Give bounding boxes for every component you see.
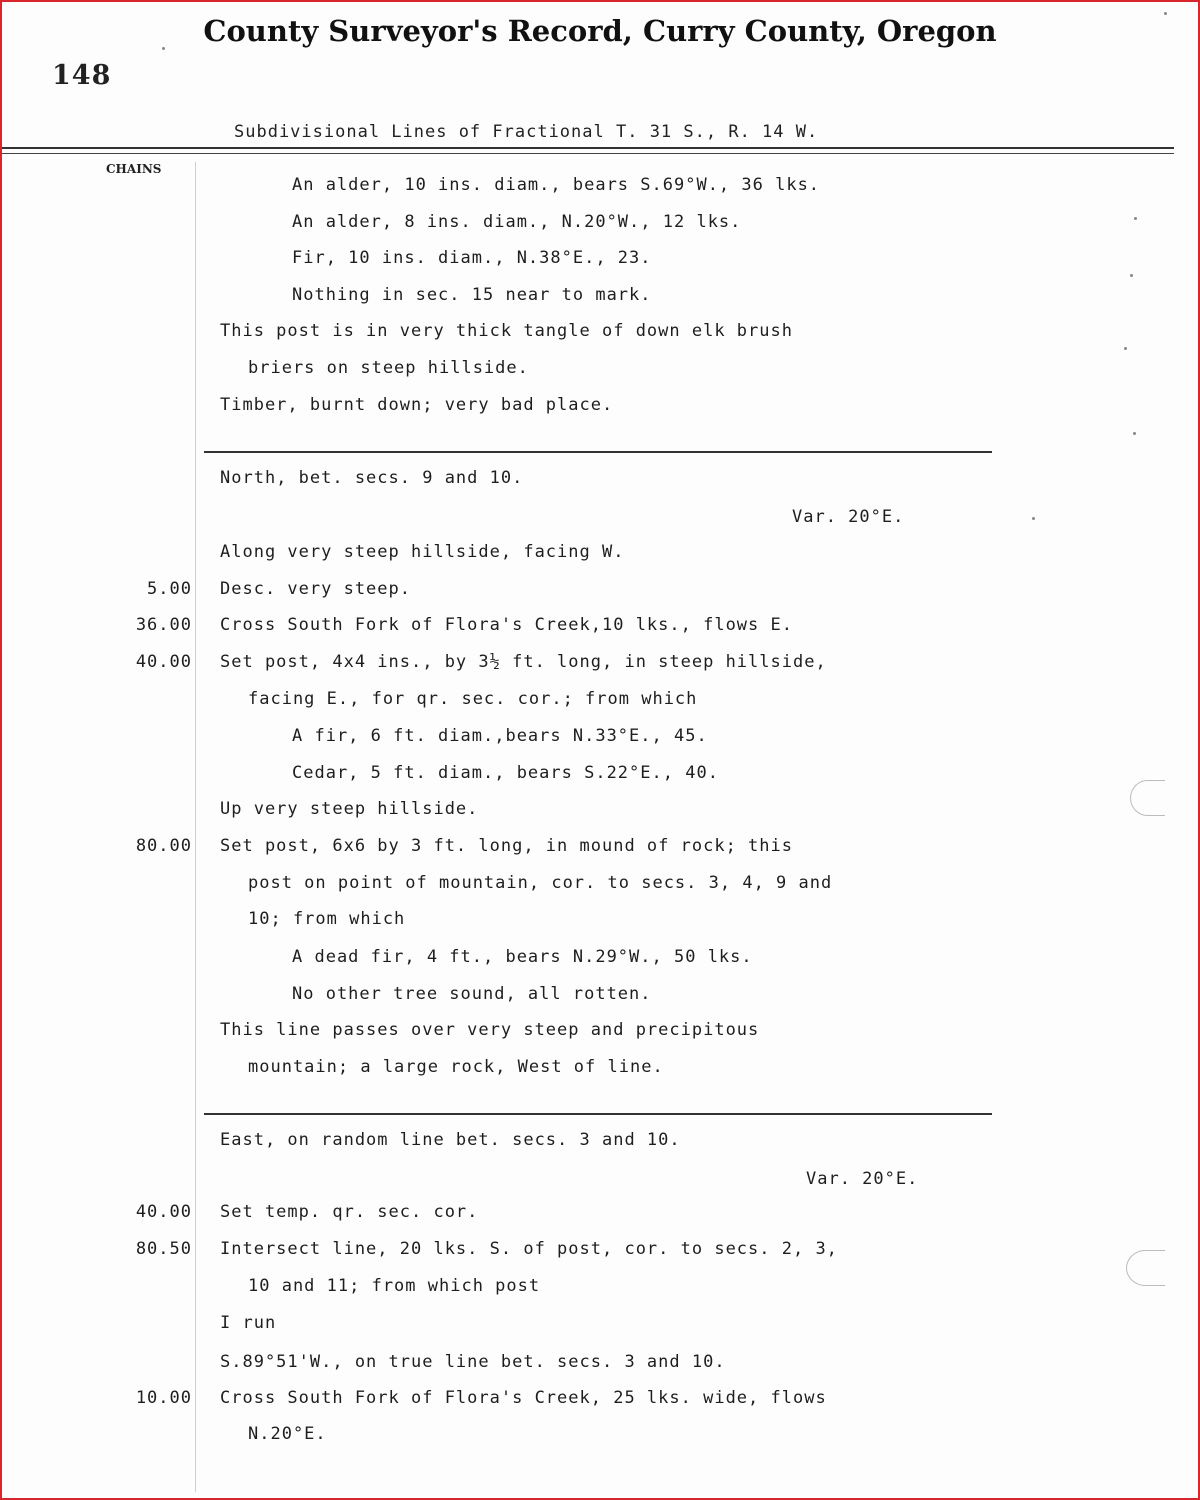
note-text: An alder, 8 ins. diam., N.20°W., 12 lks. [292, 212, 742, 232]
note-text: Set post, 4x4 ins., by 3½ ft. long, in steep hillside, [220, 652, 827, 672]
note-text: This line passes over very steep and precipitous [220, 1020, 760, 1040]
scan-speck [1032, 517, 1035, 520]
note-text: briers on steep hillside. [248, 358, 529, 378]
scan-speck [1124, 347, 1127, 350]
note-line [2, 1197, 1152, 1227]
note-line [2, 831, 1152, 861]
note-text: This post is in very thick tangle of down elk brush [220, 321, 793, 341]
note-line [2, 1125, 1152, 1155]
note-line [2, 721, 1152, 751]
scan-speck [162, 47, 165, 50]
punch-hole-mark [1126, 1250, 1165, 1286]
note-line [2, 904, 1152, 934]
header-rule-thick [2, 147, 1174, 149]
page-number: 148 [52, 60, 112, 91]
scan-speck [1164, 12, 1167, 15]
note-text: Desc. very steep. [220, 579, 411, 599]
note-text: Set post, 6x6 by 3 ft. long, in mound of rock; this [220, 836, 793, 856]
note-text: Timber, burnt down; very bad place. [220, 395, 614, 415]
note-text: facing E., for qr. sec. cor.; from which [248, 689, 698, 709]
note-text: mountain; a large rock, West of line. [248, 1057, 664, 1077]
note-line [2, 207, 1152, 237]
note-text: I run [220, 1313, 277, 1333]
note-line [2, 390, 1152, 420]
note-line [2, 1383, 1152, 1413]
chain-distance: 5.00 [147, 579, 192, 599]
chain-distance: 40.00 [135, 652, 192, 672]
note-text: No other tree sound, all rotten. [292, 984, 652, 1004]
note-line [2, 1052, 1152, 1082]
note-text: 10 and 11; from which post [248, 1276, 541, 1296]
note-text: Var. 20°E. [806, 1169, 919, 1189]
note-text: North, bet. secs. 9 and 10. [220, 468, 524, 488]
note-line [2, 1419, 1152, 1449]
note-text: N.20°E. [248, 1424, 327, 1444]
note-line [2, 1164, 1152, 1194]
note-line [2, 979, 1152, 1009]
note-text: A dead fir, 4 ft., bears N.29°W., 50 lks. [292, 947, 753, 967]
page-title: County Surveyor's Record, Curry County, Oregon [203, 14, 997, 48]
scan-speck [1133, 432, 1136, 435]
note-line [2, 1308, 1152, 1338]
note-text: Cedar, 5 ft. diam., bears S.22°E., 40. [292, 763, 719, 783]
chain-distance: 80.00 [135, 836, 192, 856]
note-line [2, 170, 1152, 200]
note-line [2, 1015, 1152, 1045]
note-text: Var. 20°E. [792, 507, 905, 527]
note-text: 10; from which [248, 909, 406, 929]
chain-distance: 80.50 [135, 1239, 192, 1259]
scan-speck [1134, 217, 1137, 220]
note-line [2, 463, 1152, 493]
note-text: post on point of mountain, cor. to secs. 3, 4, 9 and [248, 873, 833, 893]
note-text: Cross South Fork of Flora's Creek,10 lks., flows E. [220, 615, 793, 635]
note-line [2, 647, 1152, 677]
page-subtitle: Subdivisional Lines of Fractional T. 31 S., R. 14 W. [234, 122, 819, 142]
note-text: A fir, 6 ft. diam.,bears N.33°E., 45. [292, 726, 708, 746]
note-line [2, 684, 1152, 714]
note-line [2, 610, 1152, 640]
note-line [2, 1234, 1152, 1264]
note-line [2, 574, 1152, 604]
note-text: Set temp. qr. sec. cor. [220, 1202, 479, 1222]
chain-distance: 36.00 [135, 615, 192, 635]
chains-column-label: CHAINS [106, 162, 162, 176]
note-line [2, 502, 1152, 532]
section-divider [204, 1113, 992, 1115]
note-line [2, 243, 1152, 273]
note-text: S.89°51'W., on true line bet. secs. 3 and 10. [220, 1352, 726, 1372]
note-line [2, 537, 1152, 567]
note-line [2, 1271, 1152, 1301]
note-line [2, 868, 1152, 898]
note-line [2, 316, 1152, 346]
note-text: Up very steep hillside. [220, 799, 479, 819]
chain-distance: 40.00 [135, 1202, 192, 1222]
note-line [2, 353, 1152, 383]
note-line [2, 758, 1152, 788]
header-rule-thin [2, 153, 1174, 154]
note-line [2, 280, 1152, 310]
note-text: An alder, 10 ins. diam., bears S.69°W., 36 lks. [292, 175, 821, 195]
note-text: Intersect line, 20 lks. S. of post, cor. to secs. 2, 3, [220, 1239, 838, 1259]
chain-distance: 10.00 [135, 1388, 192, 1408]
note-text: Along very steep hillside, facing W. [220, 542, 625, 562]
note-text: Nothing in sec. 15 near to mark. [292, 285, 652, 305]
section-divider [204, 451, 992, 453]
punch-hole-mark [1130, 780, 1165, 816]
note-line [2, 942, 1152, 972]
note-text: East, on random line bet. secs. 3 and 10. [220, 1130, 681, 1150]
note-line [2, 1347, 1152, 1377]
note-text: Fir, 10 ins. diam., N.38°E., 23. [292, 248, 652, 268]
note-text: Cross South Fork of Flora's Creek, 25 lks. wide, flows [220, 1388, 827, 1408]
scan-speck [1130, 274, 1133, 277]
note-line [2, 794, 1152, 824]
